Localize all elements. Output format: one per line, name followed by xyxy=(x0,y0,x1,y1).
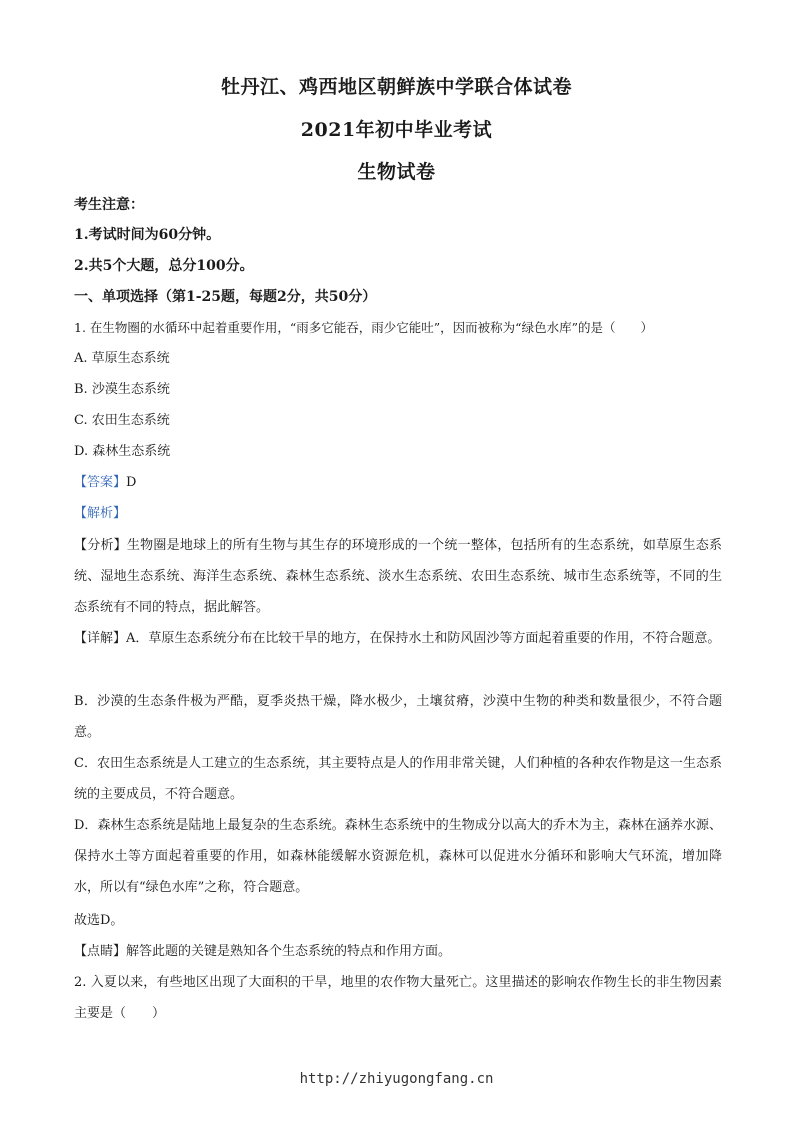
answer-tag: 【答案】 xyxy=(74,475,127,490)
question-1-option-a: A. 草原生态系统 xyxy=(74,351,170,366)
fenxi-tag: 【分析】 xyxy=(74,538,127,553)
detail-paragraph-c: C．农田生态系统是人工建立的生态系统，其主要特点是人的作用非常关键，人们种植的各种农作物是这一生态系统的主要成员，不符合题意。 xyxy=(74,756,722,802)
analysis-tag: 【解析】 xyxy=(74,506,127,521)
footer-url: http://zhiyugongfang.cn xyxy=(299,1071,494,1087)
xiangjie-a-text: A．草原生态系统分布在比较干旱的地方，在保持水土和防风固沙等方面起着重要的作用，不符合题意。 xyxy=(126,631,721,646)
answer-line xyxy=(74,473,724,493)
question-1-option-b: B. 沙漠生态系统 xyxy=(74,382,170,397)
dianjing-text: 解答此题的关键是熟知各个生态系统的特点和作用方面。 xyxy=(126,944,452,959)
notes-heading: 考生注意： xyxy=(74,197,144,213)
analysis-paragraph xyxy=(74,530,722,623)
notes-item-2: 2.共5个大题，总分100分。 xyxy=(74,258,254,274)
question-2-stem: 2. 入夏以来，有些地区出现了大面积的干旱，地里的农作物大量死亡。这里描述的影响农作物生长的非生物因素主要是（ ） xyxy=(74,975,722,1021)
detail-paragraph-d: D．森林生态系统是陆地上最复杂的生态系统。森林生态系统中的生物成分以高大的乔木为主，森林在涵养水源、保持水土等方面起着重要的作用，如森林能缓解水资源危机，森林可以促进水分循环和影响大气环流，增加降水，所以有“绿色水库”之称，符合题意。 xyxy=(74,818,722,895)
title-line-3: 生物试卷 xyxy=(357,161,436,183)
conclusion: 故选D。 xyxy=(74,913,124,928)
answer-value: D xyxy=(126,475,137,490)
question-1-option-d: D. 森林生态系统 xyxy=(74,444,171,459)
detail-paragraph-b: B．沙漠的生态条件极为严酷，夏季炎热干燥，降水极少，土壤贫瘠，沙漠中生物的种类和数量很少，不符合题意。 xyxy=(74,694,722,740)
dianjing-tag: 【点睛】 xyxy=(74,944,127,959)
title-line-1: 牡丹江、鸡西地区朝鲜族中学联合体试卷 xyxy=(220,76,572,98)
xiangjie-tag: 【详解】 xyxy=(74,631,127,646)
question-1-option-c: C. 农田生态系统 xyxy=(74,413,170,428)
detail-paragraph-a xyxy=(74,623,722,654)
section-heading: 一、单项选择（第1-25题，每题2分，共50分） xyxy=(74,289,377,305)
tip-line xyxy=(74,942,724,962)
question-1-stem: 1. 在生物圈的水循环中起着重要作用，“雨多它能吞，雨少它能吐”，因而被称为“绿色水库”的是（ ） xyxy=(74,320,653,335)
notes-item-1: 1.考试时间为60分钟。 xyxy=(74,227,221,243)
title-line-2: 2021年初中毕业考试 xyxy=(300,119,493,141)
fenxi-text: 生物圈是地球上的所有生物与其生存的环境形成的一个统一整体，包括所有的生态系统，如草原生态系统、湿地生态系统、海洋生态系统、森林生态系统、淡水生态系统、农田生态系统、城市生态系统等，不同的生态系统有不同的特点，据此解答。 xyxy=(74,538,722,615)
